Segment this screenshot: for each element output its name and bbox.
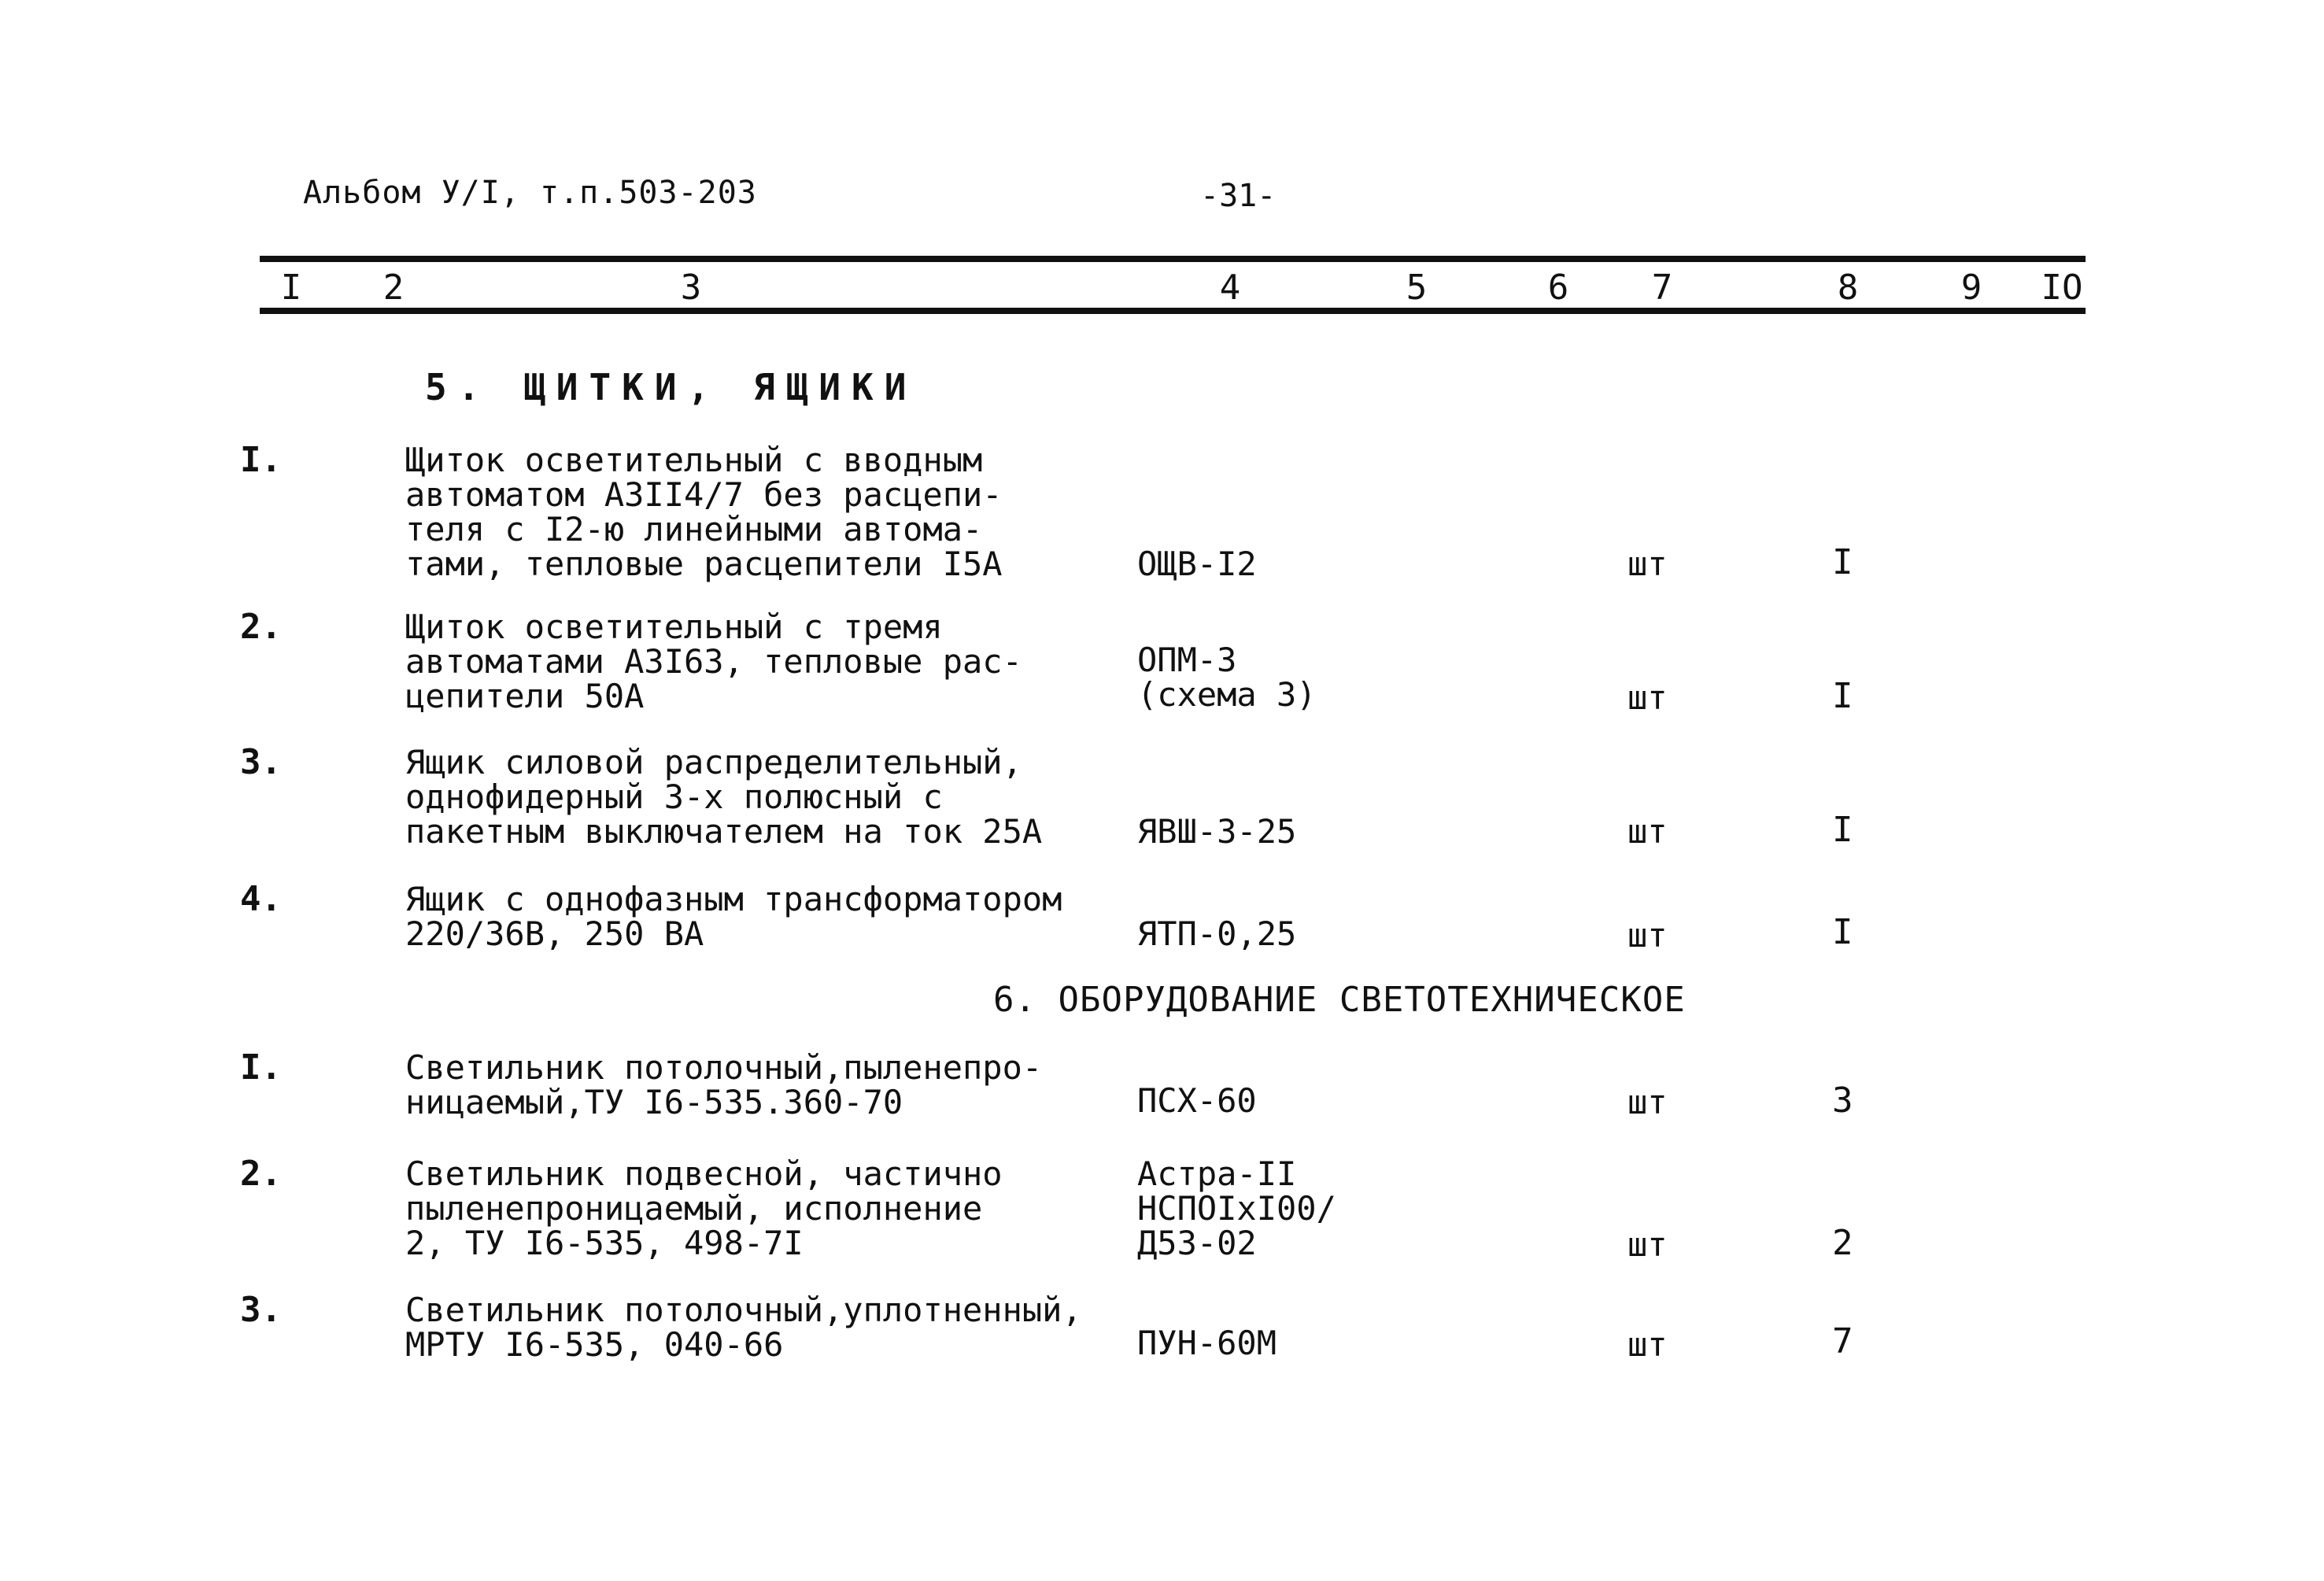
row-unit: шт	[1628, 1083, 1668, 1121]
page-number: -31-	[1200, 178, 1277, 214]
column-number-4: 4	[1219, 268, 1241, 308]
row-description: Светильник подвесной, частично пыленепроницаемый, исполнение 2, ТУ I6-535, 498-7I	[405, 1154, 1003, 1262]
row-description: Ящик силовой распределительный, однофидерный 3-х полюсный с пакетным выключателем на ток 25А	[405, 743, 1043, 851]
row-unit: шт	[1628, 545, 1668, 583]
row-quantity: I	[1832, 676, 1853, 716]
row-index: I.	[240, 1047, 282, 1088]
row-index: I.	[240, 440, 282, 480]
row-code: ОЩВ-I2	[1137, 545, 1257, 583]
row-quantity: 7	[1832, 1321, 1853, 1361]
row-quantity: I	[1832, 810, 1853, 850]
section-title-panels: 5. ЩИТКИ, ЯЩИКИ	[425, 366, 918, 408]
row-code: Астра-II НСПОIхI00/ Д53-02	[1137, 1154, 1336, 1262]
row-unit: шт	[1628, 812, 1668, 851]
column-number-5: 5	[1406, 268, 1428, 308]
row-index: 3.	[240, 1290, 282, 1330]
row-quantity: 2	[1832, 1223, 1853, 1263]
row-description: Щиток осветительный с вводным автоматом АЗII4/7 без расцепи- теля с I2-ю линейными автома- тами, тепловые расцепители I5А	[405, 441, 1003, 583]
row-index: 3.	[240, 742, 282, 782]
row-code: ЯТП-0,25	[1137, 914, 1297, 953]
row-unit: шт	[1628, 678, 1668, 717]
column-number-6: 6	[1547, 268, 1569, 308]
row-unit: шт	[1628, 916, 1668, 955]
row-index: 2.	[240, 607, 282, 647]
row-index: 2.	[240, 1154, 282, 1194]
header-rule-top	[260, 256, 2086, 262]
row-unit: шт	[1628, 1325, 1668, 1364]
column-number-2: 2	[382, 268, 405, 308]
row-index: 4.	[240, 879, 282, 919]
column-number-8: 8	[1837, 268, 1859, 308]
header-rule-bottom	[260, 308, 2086, 314]
column-number-3: 3	[680, 268, 702, 308]
column-number-1: I	[280, 268, 302, 308]
column-number-9: 9	[1960, 268, 1982, 308]
row-description: Светильник потолочный,уплотненный, МРТУ I6-535, 040-66	[405, 1291, 1082, 1364]
row-description: Светильник потолочный,пыленепро- ницаемый,ТУ I6-535.360-70	[405, 1048, 1043, 1121]
row-description: Ящик с однофазным трансформатором 220/36В, 250 ВА	[405, 880, 1062, 953]
row-code: ПСХ-60	[1137, 1081, 1257, 1120]
row-quantity: I	[1832, 912, 1853, 952]
row-code: ОПМ-3 (схема 3)	[1137, 641, 1317, 714]
column-number-10: IO	[2041, 268, 2083, 308]
row-description: Щиток осветительный с тремя автоматами АЗI63, тепловые рас- цепители 50А	[405, 608, 1022, 715]
row-code: ПУН-60М	[1137, 1324, 1277, 1362]
row-quantity: 3	[1832, 1080, 1853, 1121]
row-code: ЯВШ-3-25	[1137, 812, 1297, 851]
row-unit: шт	[1628, 1225, 1668, 1264]
section-title-lighting-equipment: 6. ОБОРУДОВАНИЕ СВЕТОТЕХНИЧЕСКОЕ	[993, 980, 1686, 1020]
album-reference: Альбом У/I, т.п.503-203	[303, 175, 757, 211]
column-number-7: 7	[1651, 268, 1673, 308]
row-quantity: I	[1832, 542, 1853, 582]
